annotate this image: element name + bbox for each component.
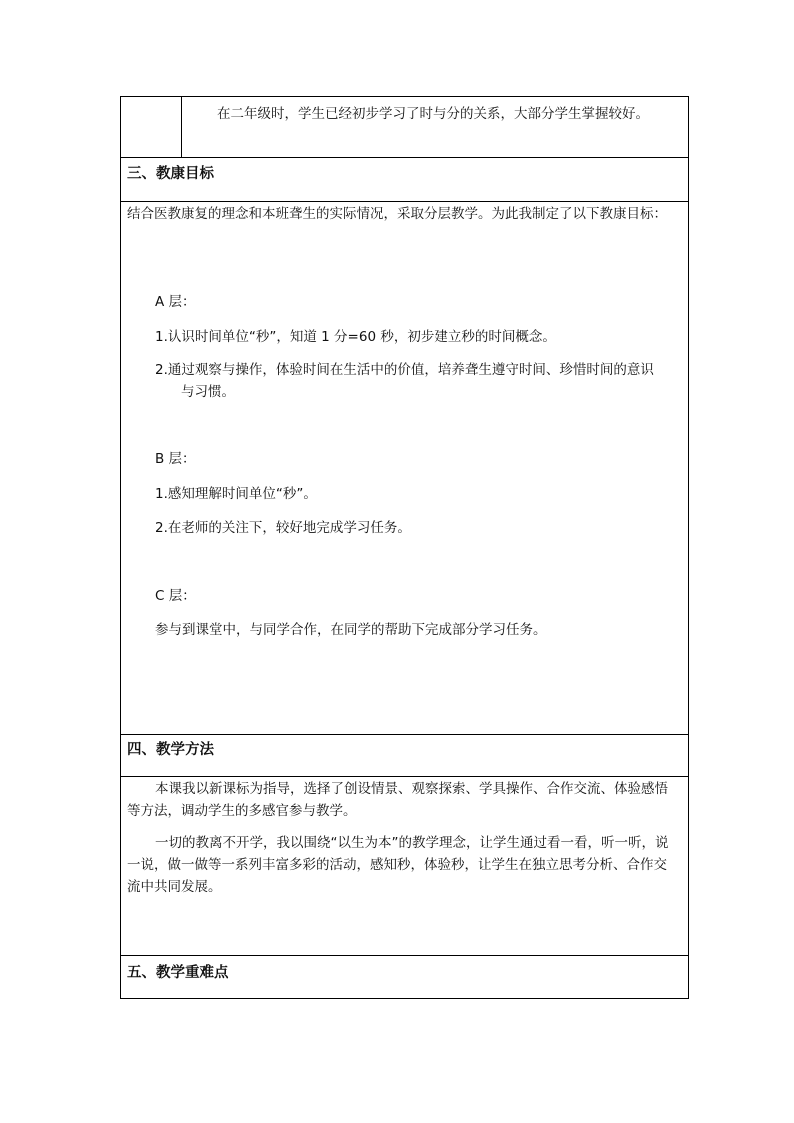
lesson-plan-table xyxy=(120,96,689,999)
rule-3 xyxy=(121,734,688,735)
level-b-item-2: 2.在老师的关注下，较好地完成学习任务。 xyxy=(155,520,411,536)
level-b-item-1: 1.感知理解时间单位“秒”。 xyxy=(155,486,317,502)
section4-title: 四、教学方法 xyxy=(127,742,214,758)
section4-para-1: 本课我以新课标为指导，选择了创设情景、观察探索、学具操作、合作交流、体验感悟等方法，调动学生的多感官参与教学。 xyxy=(127,781,668,819)
level-c-item-1: 参与到课堂中，与同学合作，在同学的帮助下完成部分学习任务。 xyxy=(155,622,547,638)
rule-2 xyxy=(121,201,688,202)
section4-para-2: 一切的教离不开学，我以围绕“以生为本”的教学理念，让学生通过看一看，听一听，说一说，做一做等一系列丰富多彩的活动，感知秒，体验秒，让学生在独立思考分析、合作交流中共同发展。 xyxy=(127,835,669,895)
level-c-label: C 层： xyxy=(155,588,196,604)
section3-intro: 结合医教康复的理念和本班聋生的实际情况，采取分层教学。为此我制定了以下教康目标： xyxy=(127,206,667,222)
rule-1 xyxy=(121,157,688,158)
level-a-item-2-cont: 与习惯。 xyxy=(181,384,235,400)
row-intro-text: 在二年级时，学生已经初步学习了时与分的关系，大部分学生掌握较好。 xyxy=(217,106,649,122)
level-b-label: B 层： xyxy=(155,451,196,467)
section5-title: 五、教学重难点 xyxy=(127,965,229,981)
row-intro-divider xyxy=(181,97,182,157)
section3-title: 三、教康目标 xyxy=(127,166,214,182)
rule-4 xyxy=(121,776,688,777)
level-a-label: A 层： xyxy=(155,294,196,310)
rule-5 xyxy=(121,955,688,956)
level-a-item-1: 1.认识时间单位“秒”，知道 1 分=60 秒，初步建立秒的时间概念。 xyxy=(155,329,556,345)
level-a-item-2: 2.通过观察与操作，体验时间在生活中的价值，培养聋生遵守时间、珍惜时间的意识 xyxy=(155,362,654,378)
